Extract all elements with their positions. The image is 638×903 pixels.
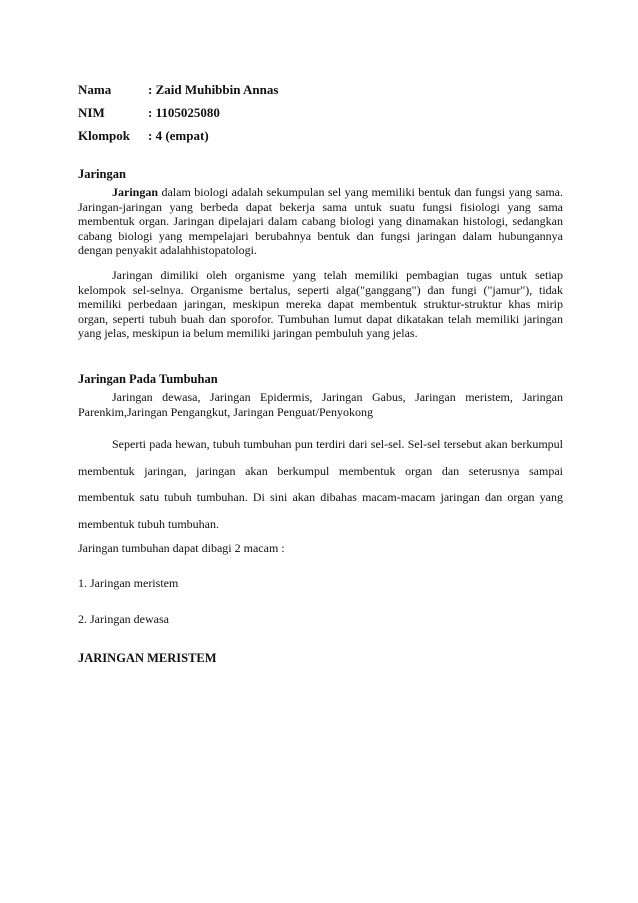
section-heading-meristem: JARINGAN MERISTEM [78,651,217,665]
paragraph-tumbuhan-sel: Seperti pada hewan, tubuh tumbuhan pun terdiri dari sel-sel. Sel-sel tersebut akan berkumpul membentuk jaringan, jaringan akan berkumpul membentuk organ dan seterusnya sampai membentuk satu tubuh tumbuhan. Di sini akan dibahas macam-macam jaringan dan organ yang membentuk tubuh tumbuhan. [78,437,563,531]
identity-label: NIM [78,105,105,120]
identity-label: Klompok [78,128,131,143]
identity-table [78,82,278,151]
section-heading-jaringan: Jaringan [78,167,126,181]
list-item-dewasa: 2. Jaringan dewasa [78,612,169,626]
identity-row-nama [78,82,278,105]
identity-value: : Zaid Muhibbin Annas [148,82,279,97]
paragraph-text: dalam biologi adalah sekumpulan sel yang memiliki bentuk dan fungsi yang sama. Jaringan-jaringan yang berbeda dapat bekerja sama untuk suatu fungsi fisiologi yang sama membentuk organ. Jaringan dipelajari dalam cabang biologi yang dinamakan histologi, sedangkan cabang biologi yang mempelajari berubahnya bentuk dan fungsi jaringan dalam hubungannya dengan penyakit adalahhistopatologi. [78,185,563,258]
identity-row-kelompok [78,128,278,151]
paragraph-jaringan-dibagi: Jaringan tumbuhan dapat dibagi 2 macam : [78,541,285,555]
paragraph-jaringan-definition [78,185,563,258]
list-item-meristem: 1. Jaringan meristem [78,576,179,590]
paragraph-jaringan-list: Jaringan dewasa, Jaringan Epidermis, Jaringan Gabus, Jaringan meristem, Jaringan Parenkim,Jaringan Pengangkut, Jaringan Penguat/Penyokong [78,390,563,419]
bold-term: Jaringan [112,185,159,199]
identity-value: : 4 (empat) [148,128,209,143]
identity-label: Nama [78,82,112,97]
paragraph-jaringan-organisme: Jaringan dimiliki oleh organisme yang telah memiliki pembagian tugas untuk setiap kelompok sel-selnya. Organisme bertalus, seperti alga("ganggang") dan fungi ("jamur"), tidak memiliki perbedaan jaringan, meskipun mereka dapat membentuk struktur-struktur khas mirip organ, seperti tubuh buah dan sporofor. Tumbuhan lumut dapat dikatakan telah memiliki jaringan yang jelas, meskipun ia belum memiliki jaringan pembuluh yang jelas. [78,268,563,341]
identity-value: : 1105025080 [148,105,220,120]
identity-row-nim [78,105,278,128]
section-heading-tumbuhan: Jaringan Pada Tumbuhan [78,372,218,386]
